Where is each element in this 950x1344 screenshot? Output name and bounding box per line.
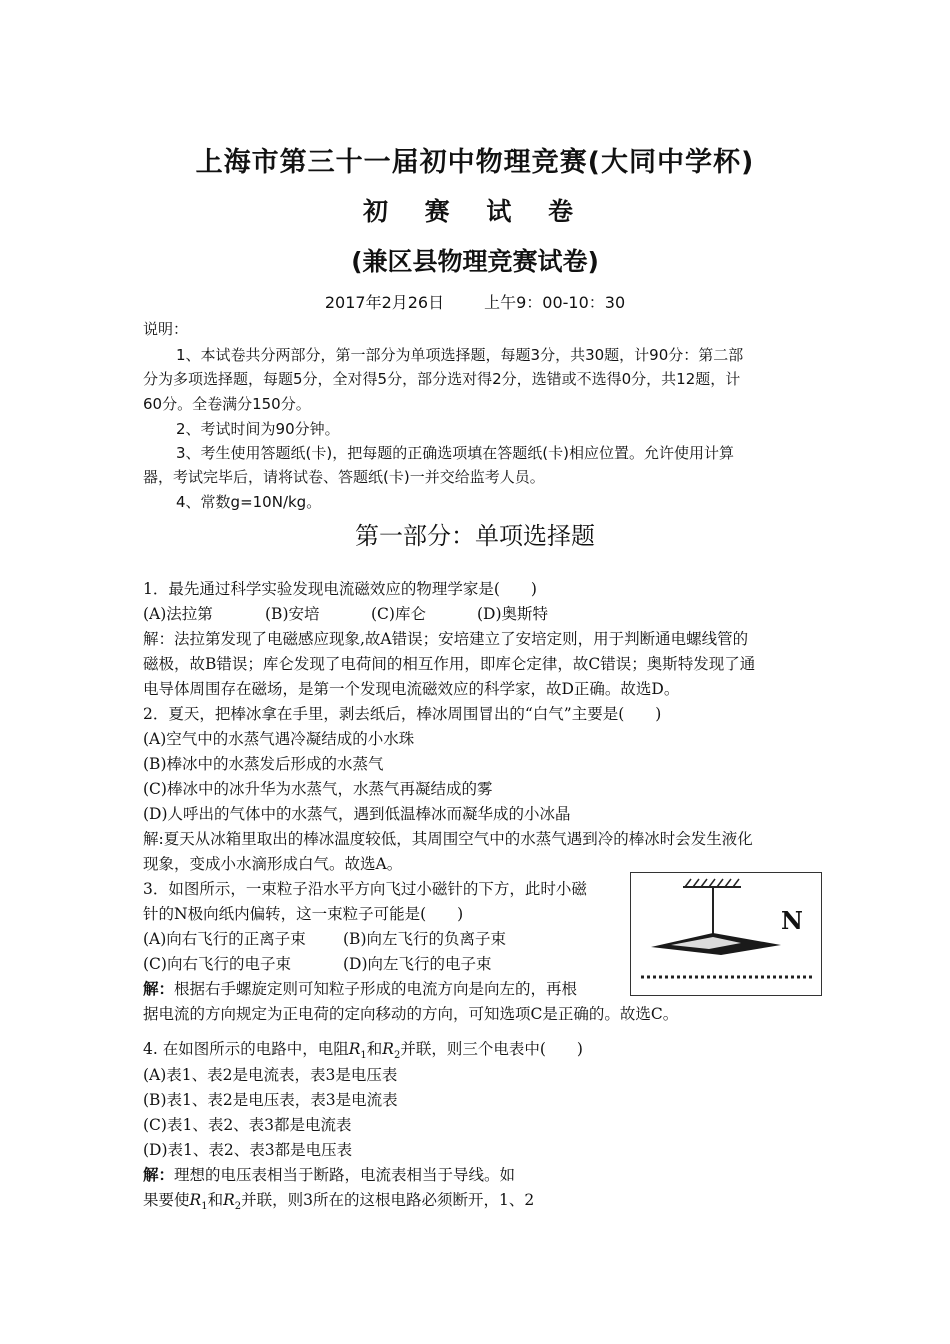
question-1-options [143,603,548,625]
question-1-solution: 磁极，故B错误；库仑发现了电荷间的相互作用，即库仑定律，故C错误；奥斯特发现了通 [143,655,756,673]
instruction-line: 1、本试卷共分两部分，第一部分为单项选择题，每题3分，共30题，计90分：第二部 [176,346,744,364]
exam-time: 上午9：00-10：30 [484,293,626,312]
instruction-line: 器，考试完毕后，请将试卷、答题纸(卡)一并交给监考人员。 [143,468,545,486]
option-c: (C)表1、表2、表3都是电流表 [143,1116,352,1134]
instruction-line: 60分。全卷满分150分。 [143,395,311,413]
instruction-line: 分为多项选择题，每题5分，全对得5分，部分选对得2分，选错或不选得0分，共12题，计 [143,370,741,388]
question-1-solution: 电导体周围存在磁场，是第一个发现电流磁效应的科学家，故D正确。故选D。 [143,680,680,698]
question-2-stem: 2．夏天，把棒冰拿在手里，剥去纸后，棒冰周围冒出的“白气”主要是( ) [143,705,662,723]
exam-subtitle: 初 赛 试 卷 [362,197,588,226]
exam-note: (兼区县物理竞赛试卷) [351,247,599,276]
magnet-figure-drawing [631,873,821,995]
question-4-solution: 果要使$R_1$和$R_2$并联，则3所在的这根电路必须断开，1、2 [143,1191,535,1213]
section-title: 第一部分：单项选择题 [355,522,595,550]
question-1-stem: 1．最先通过科学实验发现电流磁效应的物理学家是( ) [143,580,537,598]
question-3-solution: 据电流的方向规定为正电荷的定向移动的方向，可知选项C是正确的。故选C。 [143,1005,679,1023]
instruction-line: 4、常数g=10N/kg。 [176,493,322,511]
instruction-line: 2、考试时间为90分钟。 [176,420,340,438]
north-pole-label: N [781,906,803,935]
option-b: (B)安培 [265,605,320,623]
question-4-stem: 4. 在如图所示的电路中，电阻$R_1$和$R_2$并联，则三个电表中( ) [143,1040,583,1062]
question-3-stem: 针的N极向纸内偏转，这一束粒子可能是( ) [143,905,464,923]
question-3-solution [143,978,577,1000]
solution-text: 理想的电压表相当于断路，电流表相当于导线。如 [174,1166,516,1184]
option-a: (A)法拉第 [143,605,213,623]
option-d: (D)表1、表2、表3都是电压表 [143,1141,353,1159]
magnet-figure [630,872,822,996]
option-d: (D)人呼出的气体中的水蒸气，遇到低温棒冰而凝华成的小冰晶 [143,805,571,823]
solution-label: 解： [143,979,175,998]
option-b: (B)向左飞行的负离子束 [343,930,506,948]
question-3-options [143,928,506,950]
option-a: (A)表1、表2是电流表，表3是电压表 [143,1066,398,1084]
option-b: (B)表1、表2是电压表，表3是电流表 [143,1091,398,1109]
option-a: (A)向右飞行的正离子束 [143,930,306,948]
instruction-line: 3、考生使用答题纸(卡)，把每题的正确选项填在答题纸(卡)相应位置。允许使用计算 [176,444,734,462]
solution-text: 根据右手螺旋定则可知粒子形成的电流方向是向左的，再根 [174,980,578,998]
option-c: (C)棒冰中的冰升华为水蒸气，水蒸气再凝结成的雾 [143,780,493,798]
option-c: (C)库仑 [371,605,426,623]
solution-label: 解： [143,1165,175,1184]
question-2-solution: 解:夏天从冰箱里取出的棒冰温度较低，其周围空气中的水蒸气遇到冷的棒冰时会发生液化 [143,830,753,848]
exam-title: 上海市第三十一届初中物理竞赛(大同中学杯) [195,147,755,178]
exam-dateline [0,290,950,313]
option-d: (D)向左飞行的电子束 [343,955,492,973]
option-d: (D)奥斯特 [477,605,549,623]
question-3-options [143,953,492,975]
question-3-stem: 3．如图所示，一束粒子沿水平方向飞过小磁针的下方，此时小磁 [143,880,587,898]
option-c: (C)向右飞行的电子束 [143,955,291,973]
option-a: (A)空气中的水蒸气遇冷凝结成的小水珠 [143,730,415,748]
question-1-solution: 解：法拉第发现了电磁感应现象,故A错误；安培建立了安培定则，用于判断通电螺线管的 [143,630,749,648]
ceiling-hatch [685,879,739,887]
question-4-solution [143,1164,515,1186]
question-2-solution: 现象，变成小水滴形成白气。故选A。 [143,855,403,873]
instructions-heading: 说明： [143,320,189,338]
exam-date: 2017年2月26日 [324,293,445,312]
option-b: (B)棒冰中的水蒸发后形成的水蒸气 [143,755,384,773]
